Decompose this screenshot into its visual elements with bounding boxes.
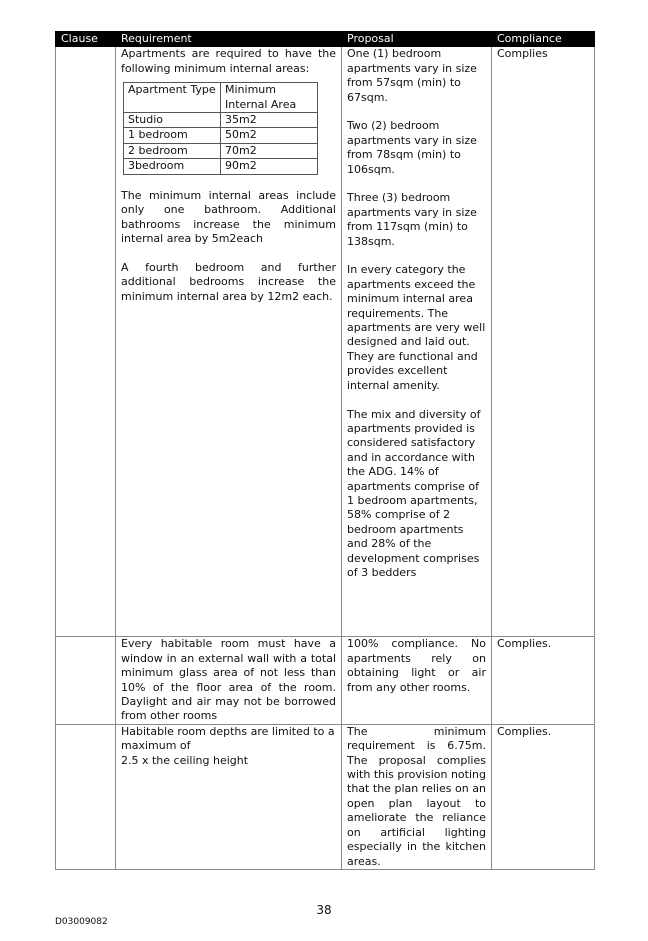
proposal-text: In every category the apartments exceed the minimum internal area requirements. The apartments are very well designed and laid out. They are functional and provides excellent internal amenity. — [347, 263, 486, 392]
table-row — [56, 47, 595, 637]
page-number: 38 — [316, 903, 332, 917]
area-table-row — [124, 143, 318, 158]
area-type: 1 bedroom — [124, 128, 221, 143]
proposal-cell: 100% compliance. No apartments rely on obtaining light or air from any other rooms. — [342, 637, 492, 724]
requirement-text: Apartments are required to have the following minimum internal areas: — [121, 47, 336, 75]
proposal-text: Three (3) bedroom apartments vary in size from 117sqm (min) to 138sqm. — [347, 191, 477, 248]
requirement-cell — [116, 724, 342, 869]
minimum-area-table — [123, 82, 318, 174]
area-value: 70m2 — [221, 143, 318, 158]
table-row — [56, 724, 595, 869]
compliance-cell: Complies — [492, 47, 595, 637]
compliance-cell: Complies. — [492, 724, 595, 869]
area-type: 3bedroom — [124, 159, 221, 174]
header-compliance: Compliance — [492, 32, 595, 47]
proposal-text: One (1) bedroom apartments vary in size from 57sqm (min) to 67sqm. — [347, 47, 477, 104]
clause-cell — [56, 724, 116, 869]
area-header-type: Apartment Type — [124, 83, 221, 113]
area-value: 50m2 — [221, 128, 318, 143]
table-row — [56, 637, 595, 724]
compliance-table — [55, 31, 595, 870]
area-table-header — [124, 83, 318, 113]
area-type: 2 bedroom — [124, 143, 221, 158]
area-table-row — [124, 113, 318, 128]
document-id: D03009082 — [55, 917, 108, 927]
requirement-cell — [116, 47, 342, 637]
header-proposal: Proposal — [342, 32, 492, 47]
area-table-row — [124, 159, 318, 174]
proposal-text: The mix and diversity of apartments provided is considered satisfactory and in accordance with the ADG. 14% of apartments comprise of 1 bedroom apartments, 58% comprise of 2 bedroom apartments and 28% of the development comprises of 3 bedders — [347, 407, 481, 579]
compliance-cell: Complies. — [492, 637, 595, 724]
proposal-cell: The minimum requirement is 6.75m. The proposal complies with this provision noting that the plan relies on an open plan layout to ameliorate the reliance on artificial lighting especially in the kitchen areas. — [342, 724, 492, 869]
requirement-text: The minimum internal areas include only one bathroom. Additional bathrooms increase the minimum internal area by 5m2each — [121, 189, 336, 246]
requirement-text: Habitable room depths are limited to a maximum of — [121, 724, 335, 753]
requirement-text: 2.5 x the ceiling height — [121, 753, 249, 767]
requirement-cell: Every habitable room must have a window in an external wall with a total minimum glass area of not less than 10% of the floor area of the room. Daylight and air may not be borrowed from other rooms — [116, 637, 342, 724]
header-clause: Clause — [56, 32, 116, 47]
proposal-cell — [342, 47, 492, 637]
requirement-text: A fourth bedroom and further additional bedrooms increase the minimum internal area by 12m2 each. — [121, 261, 336, 303]
clause-cell — [56, 47, 116, 637]
table-header-row — [56, 32, 595, 47]
proposal-text: Two (2) bedroom apartments vary in size from 78sqm (min) to 106sqm. — [347, 119, 477, 176]
area-value: 90m2 — [221, 159, 318, 174]
header-requirement: Requirement — [116, 32, 342, 47]
clause-cell — [56, 637, 116, 724]
area-table-row — [124, 128, 318, 143]
area-type: Studio — [124, 113, 221, 128]
area-header-min: Minimum Internal Area — [221, 83, 318, 113]
area-value: 35m2 — [221, 113, 318, 128]
